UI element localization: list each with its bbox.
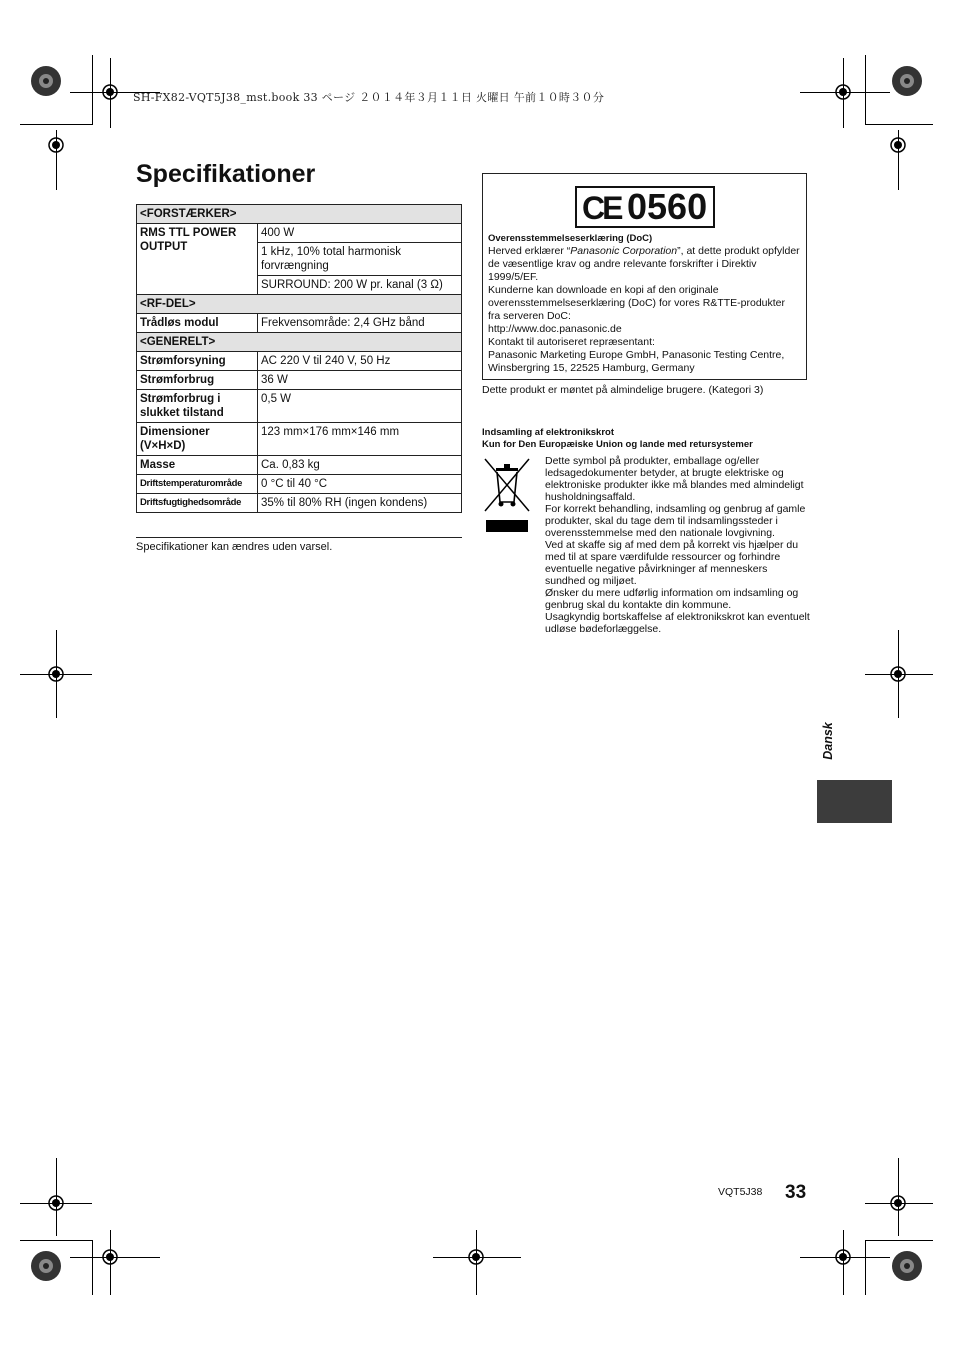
weee-paragraph-3: Ved at skaffe sig af med dem på korrekt vis hjælper du med til at spare værdifulde ressourcer og forhindre eventuelle negative påvirkninger af menneskers sundhed og miljøet.: [545, 539, 799, 587]
registration-target-icon: [831, 1245, 855, 1269]
power-consumption-value: 36 W: [258, 371, 462, 390]
weee-text: [545, 455, 810, 635]
mass-value: Ca. 0,83 kg: [258, 456, 462, 475]
temp-label: Driftstemperaturområde: [137, 475, 258, 494]
power-consumption-label: Strømforbrug: [137, 371, 258, 390]
registration-target-icon: [44, 662, 68, 686]
weee-heading-1: Indsamling af elektronikskrot: [482, 427, 614, 438]
section-amplifier: <FORSTÆRKER>: [137, 205, 462, 224]
doc-paragraph-3: Kontakt til autoriseret repræsentant:: [488, 336, 655, 348]
weee-paragraph-4: Ønsker du mere udførlig information om indsamling og genbrug skal du kontakte din kommune.: [545, 587, 799, 611]
dimensions-value: 123 mm×176 mm×146 mm: [258, 423, 462, 456]
star-target-icon: [30, 65, 62, 97]
divider: [136, 537, 462, 538]
spec-table: [136, 204, 462, 513]
star-target-icon: [891, 65, 923, 97]
doc-company: Panasonic Corporation: [570, 245, 678, 257]
ce-logo: [575, 186, 715, 228]
rms-value-3: SURROUND: 200 W pr. kanal (3 Ω): [258, 276, 462, 295]
language-text: Dansk: [821, 722, 835, 760]
doc-paragraph-1: [488, 245, 800, 284]
doc-text: [488, 232, 800, 375]
weee-paragraph-5: Usagkyndig bortskaffelse af elektronikskrot kan eventuelt udløse bødeforlæggelse.: [545, 611, 810, 635]
rms-value-1: 400 W: [258, 224, 462, 243]
registration-target-icon: [831, 80, 855, 104]
standby-value: 0,5 W: [258, 390, 462, 423]
star-target-icon: [891, 1250, 923, 1282]
wireless-label: Trådløs modul: [137, 314, 258, 333]
doc-p1-end: ”, at dette produkt opfylder de væsentlige krav og andre relevante forskrifter i Direktiv 1999/5/EF.: [488, 245, 800, 283]
doc-paragraph-4: Panasonic Marketing Europe GmbH, Panasonic Testing Centre, Winsbergring 15, 22525 Hamburg, Germany: [488, 349, 785, 374]
humidity-value: 35% til 80% RH (ingen kondens): [258, 494, 462, 513]
language-label: [812, 715, 844, 767]
star-target-icon: [30, 1250, 62, 1282]
weee-heading-2: Kun for Den Europæiske Union og lande med retursystemer: [482, 439, 753, 450]
power-supply-value: AC 220 V til 240 V, 50 Hz: [258, 352, 462, 371]
weee-heading: [482, 427, 812, 451]
doc-heading: Overensstemmelseserklæring (DoC): [488, 233, 653, 244]
rms-label: RMS TTL POWER OUTPUT: [137, 224, 258, 295]
section-rf: <RF-DEL>: [137, 295, 462, 314]
doc-box: [482, 173, 807, 380]
page-title: Specifikationer: [136, 160, 316, 188]
rms-value-2: 1 kHz, 10% total harmonisk forvrængning: [258, 243, 462, 276]
category-note: Dette produkt er møntet på almindelige brugere. (Kategori 3): [482, 384, 764, 396]
language-tab: [817, 780, 892, 823]
standby-label: Strømforbrug i slukket tilstand: [137, 390, 258, 423]
registration-target-icon: [886, 662, 910, 686]
dimensions-label: Dimensioner (V×H×D): [137, 423, 258, 456]
print-header: SH-FX82-VQT5J38_mst.book 33 ページ ２０１４年３月１１日 火曜日 午前１０時３０分: [133, 91, 605, 104]
doc-number: VQT5J38: [718, 1186, 763, 1198]
doc-url: http://www.doc.panasonic.de: [488, 323, 622, 335]
weee-paragraph-1: Dette symbol på produkter, emballage og/eller ledsagedokumenter betyder, at brugte elektriske og elektroniske produkter ikke må blandes med almindeligt husholdningsaffald.: [545, 455, 804, 503]
doc-paragraph-2: Kunderne kan downloade en kopi af den originale overensstemmelseserklæring (DoC) for vores R&TTE-produkter fra serveren DoC:: [488, 284, 785, 322]
registration-target-icon: [886, 1191, 910, 1215]
ce-mark: CE: [582, 190, 621, 226]
spec-note: Specifikationer kan ændres uden varsel.: [136, 541, 333, 553]
ce-number: 0560: [627, 186, 708, 227]
wireless-value: Frekvensområde: 2,4 GHz bånd: [258, 314, 462, 333]
section-general: <GENERELT>: [137, 333, 462, 352]
temp-value: 0 °C til 40 °C: [258, 475, 462, 494]
weee-paragraph-2: For korrekt behandling, indsamling og genbrug af gamle produkter, skal du tage dem til indsamlingssteder i overensstemmelse med den nationale lovgivning.: [545, 503, 806, 539]
registration-target-icon: [886, 133, 910, 157]
doc-p1-start: Herved erklærer “: [488, 245, 571, 257]
registration-target-icon: [464, 1245, 488, 1269]
mass-label: Masse: [137, 456, 258, 475]
registration-target-icon: [98, 1245, 122, 1269]
registration-target-icon: [44, 133, 68, 157]
power-supply-label: Strømforsyning: [137, 352, 258, 371]
registration-target-icon: [98, 80, 122, 104]
registration-target-icon: [44, 1191, 68, 1215]
humidity-label: Driftsfugtighedsområde: [137, 494, 258, 513]
page-number: 33: [785, 1182, 807, 1203]
crossed-bin-icon: [482, 456, 532, 536]
